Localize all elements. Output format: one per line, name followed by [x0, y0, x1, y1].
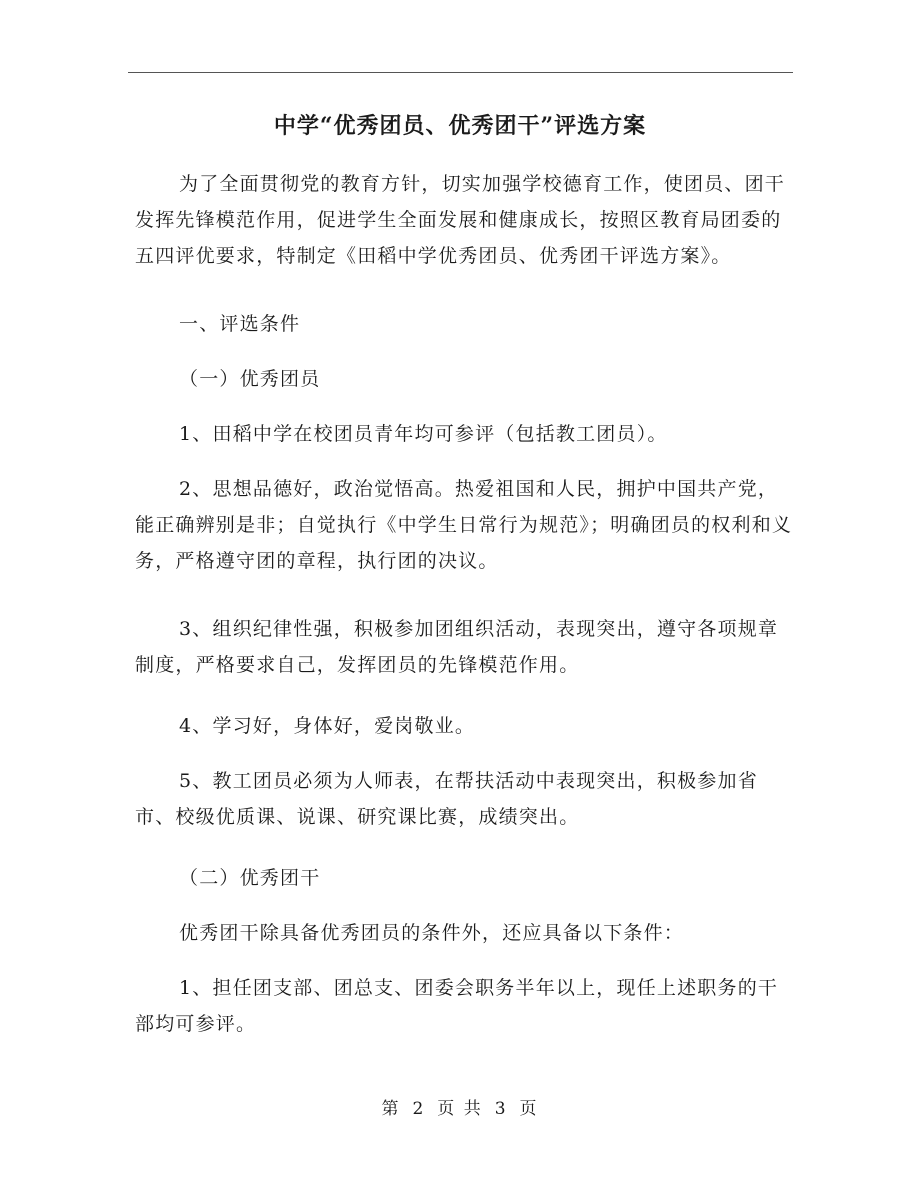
criteria-item-2: 2、思想品德好，政治觉悟高。热爱祖国和人民，拥护中国共产党，能正确辨别是非；自觉执行《中学生日常行为规范》；明确团员的权利和义务，严格遵守团的章程，执行团的决议。 [135, 478, 793, 572]
criteria-item-3: 3、组织纪律性强，积极参加团组织活动，表现突出，遵守各项规章制度，严格要求自己，发挥团员的先锋模范作用。 [135, 618, 779, 676]
footer-middle: 页 共 [437, 1099, 483, 1119]
footer-suffix: 页 [519, 1099, 539, 1119]
intro-paragraph: 为了全面贯彻党的教育方针，切实加强学校德育工作，使团员、团干发挥先锋模范作用，促进学生全面发展和健康成长，按照区教育局团委的五四评优要求，特制定《田稻中学优秀团员、优秀团干评选方案》。 [135, 173, 786, 267]
subsection-heading-excellent-cadre: （二）优秀团干 [179, 867, 321, 889]
document-title: 中学“优秀团员、优秀团干”评选方案 [273, 113, 647, 139]
footer-total-pages: 3 [494, 1099, 508, 1119]
cadre-item-1: 1、担任团支部、团总支、团委会职务半年以上，现任上述职务的干部均可参评。 [135, 977, 779, 1035]
footer-prefix: 第 [381, 1099, 401, 1119]
footer-current-page: 2 [412, 1099, 426, 1119]
cadre-intro: 优秀团干除具备优秀团员的条件外，还应具备以下条件： [179, 922, 685, 944]
criteria-item-4: 4、学习好，身体好，爱岗敬业。 [179, 715, 476, 737]
header-rule [128, 72, 793, 73]
criteria-item-5: 5、教工团员必须为人师表，在帮扶活动中表现突出，积极参加省市、校级优质课、说课、研究课比赛，成绩突出。 [135, 770, 758, 828]
page-footer [0, 1094, 920, 1124]
criteria-item-1: 1、田稻中学在校团员青年均可参评（包括教工团员）。 [179, 423, 668, 445]
section-heading-criteria: 一、评选条件 [179, 313, 301, 335]
subsection-heading-excellent-member: （一）优秀团员 [179, 368, 321, 390]
